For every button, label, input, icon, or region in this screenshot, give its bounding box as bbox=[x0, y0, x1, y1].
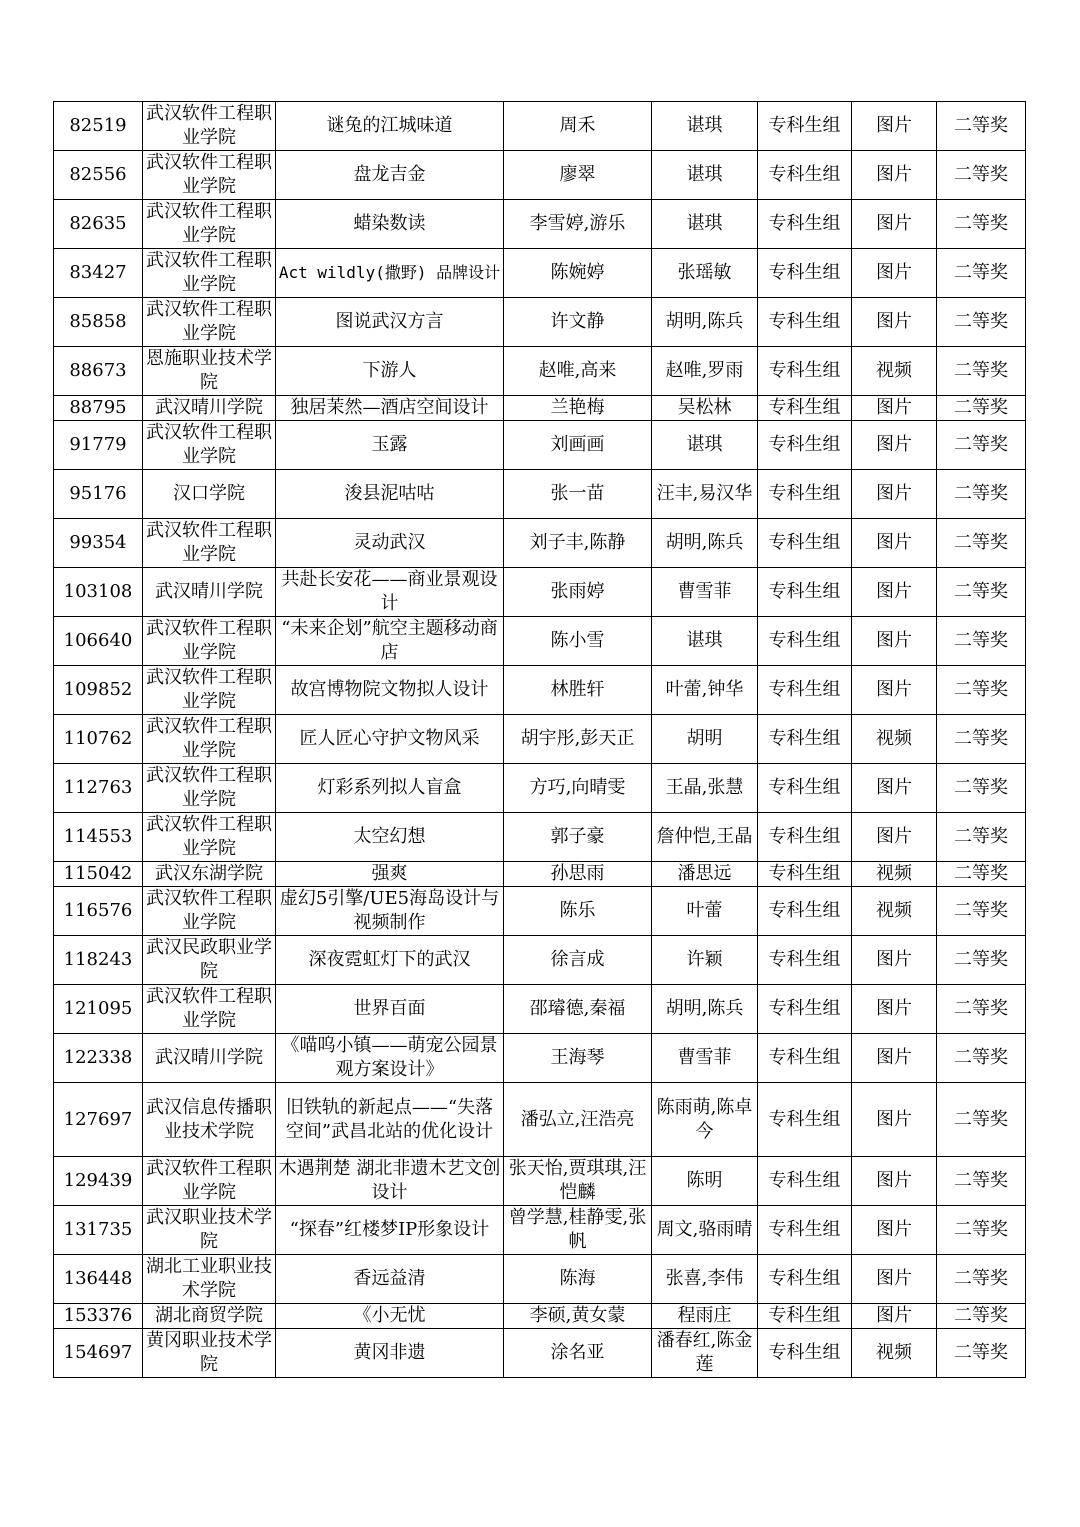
cell-title: 谜兔的江城味道 bbox=[276, 102, 504, 151]
cell-group: 专科生组 bbox=[758, 1083, 852, 1157]
cell-group: 专科生组 bbox=[758, 1206, 852, 1255]
cell-group: 专科生组 bbox=[758, 617, 852, 666]
cell-type: 图片 bbox=[852, 764, 937, 813]
cell-school: 武汉信息传播职业技术学院 bbox=[143, 1083, 276, 1157]
cell-title: 蜡染数读 bbox=[276, 200, 504, 249]
cell-award: 二等奖 bbox=[937, 1329, 1026, 1378]
cell-group: 专科生组 bbox=[758, 347, 852, 396]
cell-id: 154697 bbox=[54, 1329, 143, 1378]
cell-advisor: 胡明,陈兵 bbox=[652, 298, 758, 347]
cell-award: 二等奖 bbox=[937, 200, 1026, 249]
cell-group: 专科生组 bbox=[758, 200, 852, 249]
cell-type: 视频 bbox=[852, 887, 937, 936]
cell-school: 武汉软件工程职业学院 bbox=[143, 298, 276, 347]
cell-title: Act wildly(撒野) 品牌设计 bbox=[276, 249, 504, 298]
cell-id: 85858 bbox=[54, 298, 143, 347]
cell-award: 二等奖 bbox=[937, 102, 1026, 151]
cell-group: 专科生组 bbox=[758, 421, 852, 470]
table-row bbox=[54, 985, 1026, 1034]
table-row bbox=[54, 519, 1026, 568]
table-row bbox=[54, 1329, 1026, 1378]
cell-school: 恩施职业技术学院 bbox=[143, 347, 276, 396]
cell-id: 112763 bbox=[54, 764, 143, 813]
cell-advisor: 胡明,陈兵 bbox=[652, 985, 758, 1034]
cell-type: 图片 bbox=[852, 1083, 937, 1157]
cell-award: 二等奖 bbox=[937, 764, 1026, 813]
cell-award: 二等奖 bbox=[937, 1157, 1026, 1206]
cell-group: 专科生组 bbox=[758, 519, 852, 568]
cell-id: 95176 bbox=[54, 470, 143, 519]
cell-school: 武汉软件工程职业学院 bbox=[143, 666, 276, 715]
cell-award: 二等奖 bbox=[937, 887, 1026, 936]
cell-school: 武汉软件工程职业学院 bbox=[143, 813, 276, 862]
cell-authors: 徐言成 bbox=[504, 936, 652, 985]
cell-school: 武汉东湖学院 bbox=[143, 862, 276, 887]
cell-authors: 方巧,向晴雯 bbox=[504, 764, 652, 813]
cell-authors: 胡宇彤,彭天正 bbox=[504, 715, 652, 764]
cell-id: 109852 bbox=[54, 666, 143, 715]
table-row bbox=[54, 1083, 1026, 1157]
cell-award: 二等奖 bbox=[937, 396, 1026, 421]
cell-type: 图片 bbox=[852, 519, 937, 568]
cell-authors: 张天怡,贾琪琪,汪恺麟 bbox=[504, 1157, 652, 1206]
cell-group: 专科生组 bbox=[758, 666, 852, 715]
table-row bbox=[54, 617, 1026, 666]
cell-group: 专科生组 bbox=[758, 151, 852, 200]
cell-school: 武汉职业技术学院 bbox=[143, 1206, 276, 1255]
cell-award: 二等奖 bbox=[937, 862, 1026, 887]
cell-type: 图片 bbox=[852, 666, 937, 715]
cell-authors: 许文静 bbox=[504, 298, 652, 347]
cell-award: 二等奖 bbox=[937, 1083, 1026, 1157]
cell-id: 116576 bbox=[54, 887, 143, 936]
table-row bbox=[54, 1206, 1026, 1255]
cell-id: 82635 bbox=[54, 200, 143, 249]
cell-type: 图片 bbox=[852, 985, 937, 1034]
cell-authors: 张一苗 bbox=[504, 470, 652, 519]
cell-type: 视频 bbox=[852, 1329, 937, 1378]
cell-group: 专科生组 bbox=[758, 985, 852, 1034]
cell-advisor: 詹仲恺,王晶 bbox=[652, 813, 758, 862]
cell-school: 武汉民政职业学院 bbox=[143, 936, 276, 985]
cell-id: 110762 bbox=[54, 715, 143, 764]
cell-type: 图片 bbox=[852, 1255, 937, 1304]
cell-award: 二等奖 bbox=[937, 1304, 1026, 1329]
table-row bbox=[54, 1034, 1026, 1083]
cell-id: 131735 bbox=[54, 1206, 143, 1255]
cell-title: 浚县泥咕咕 bbox=[276, 470, 504, 519]
cell-advisor: 曹雪菲 bbox=[652, 568, 758, 617]
table-row bbox=[54, 813, 1026, 862]
cell-award: 二等奖 bbox=[937, 1206, 1026, 1255]
table-row bbox=[54, 200, 1026, 249]
cell-award: 二等奖 bbox=[937, 421, 1026, 470]
cell-award: 二等奖 bbox=[937, 936, 1026, 985]
cell-advisor: 谌琪 bbox=[652, 617, 758, 666]
table-row bbox=[54, 1255, 1026, 1304]
cell-award: 二等奖 bbox=[937, 568, 1026, 617]
cell-title: 《喵呜小镇——萌宠公园景观方案设计》 bbox=[276, 1034, 504, 1083]
cell-school: 武汉软件工程职业学院 bbox=[143, 715, 276, 764]
cell-school: 武汉软件工程职业学院 bbox=[143, 421, 276, 470]
cell-authors: 邵璿德,秦福 bbox=[504, 985, 652, 1034]
cell-title: 下游人 bbox=[276, 347, 504, 396]
cell-title: 世界百面 bbox=[276, 985, 504, 1034]
cell-title: 木遇荆楚 湖北非遗木艺文创设计 bbox=[276, 1157, 504, 1206]
table-row bbox=[54, 249, 1026, 298]
cell-authors: 涂名亚 bbox=[504, 1329, 652, 1378]
cell-advisor: 程雨庄 bbox=[652, 1304, 758, 1329]
cell-title: 黄冈非遗 bbox=[276, 1329, 504, 1378]
cell-type: 图片 bbox=[852, 102, 937, 151]
cell-id: 118243 bbox=[54, 936, 143, 985]
cell-id: 129439 bbox=[54, 1157, 143, 1206]
cell-advisor: 许颖 bbox=[652, 936, 758, 985]
cell-id: 115042 bbox=[54, 862, 143, 887]
cell-advisor: 汪丰,易汉华 bbox=[652, 470, 758, 519]
cell-type: 图片 bbox=[852, 249, 937, 298]
cell-school: 武汉晴川学院 bbox=[143, 568, 276, 617]
cell-school: 武汉晴川学院 bbox=[143, 396, 276, 421]
table-row bbox=[54, 764, 1026, 813]
cell-school: 武汉软件工程职业学院 bbox=[143, 985, 276, 1034]
cell-award: 二等奖 bbox=[937, 715, 1026, 764]
cell-award: 二等奖 bbox=[937, 519, 1026, 568]
cell-title: 匠人匠心守护文物风采 bbox=[276, 715, 504, 764]
cell-authors: 陈婉婷 bbox=[504, 249, 652, 298]
cell-group: 专科生组 bbox=[758, 298, 852, 347]
cell-type: 图片 bbox=[852, 396, 937, 421]
cell-type: 视频 bbox=[852, 862, 937, 887]
cell-school: 武汉软件工程职业学院 bbox=[143, 249, 276, 298]
cell-group: 专科生组 bbox=[758, 470, 852, 519]
cell-group: 专科生组 bbox=[758, 887, 852, 936]
cell-advisor: 吴松林 bbox=[652, 396, 758, 421]
cell-advisor: 王晶,张慧 bbox=[652, 764, 758, 813]
table-row bbox=[54, 1157, 1026, 1206]
cell-award: 二等奖 bbox=[937, 347, 1026, 396]
cell-id: 121095 bbox=[54, 985, 143, 1034]
cell-group: 专科生组 bbox=[758, 249, 852, 298]
cell-advisor: 叶蕾,钟华 bbox=[652, 666, 758, 715]
cell-group: 专科生组 bbox=[758, 1329, 852, 1378]
table-row bbox=[54, 936, 1026, 985]
cell-id: 83427 bbox=[54, 249, 143, 298]
cell-award: 二等奖 bbox=[937, 151, 1026, 200]
table-row bbox=[54, 396, 1026, 421]
cell-type: 图片 bbox=[852, 421, 937, 470]
cell-advisor: 谌琪 bbox=[652, 421, 758, 470]
cell-school: 湖北工业职业技术学院 bbox=[143, 1255, 276, 1304]
cell-authors: 曾学慧,桂静雯,张帆 bbox=[504, 1206, 652, 1255]
awards-table bbox=[53, 101, 1026, 1378]
cell-advisor: 潘思远 bbox=[652, 862, 758, 887]
cell-school: 汉口学院 bbox=[143, 470, 276, 519]
cell-group: 专科生组 bbox=[758, 813, 852, 862]
table-row bbox=[54, 151, 1026, 200]
table-body bbox=[54, 102, 1026, 1378]
cell-title: 共赴长安花——商业景观设计 bbox=[276, 568, 504, 617]
cell-advisor: 谌琪 bbox=[652, 200, 758, 249]
cell-group: 专科生组 bbox=[758, 568, 852, 617]
cell-authors: 陈乐 bbox=[504, 887, 652, 936]
cell-authors: 潘弘立,汪浩亮 bbox=[504, 1083, 652, 1157]
cell-title: 香远益清 bbox=[276, 1255, 504, 1304]
cell-authors: 廖翠 bbox=[504, 151, 652, 200]
cell-id: 127697 bbox=[54, 1083, 143, 1157]
cell-advisor: 叶蕾 bbox=[652, 887, 758, 936]
table-row bbox=[54, 715, 1026, 764]
cell-school: 武汉软件工程职业学院 bbox=[143, 200, 276, 249]
cell-award: 二等奖 bbox=[937, 470, 1026, 519]
cell-award: 二等奖 bbox=[937, 617, 1026, 666]
cell-group: 专科生组 bbox=[758, 1255, 852, 1304]
cell-title: “探春”红楼梦IP形象设计 bbox=[276, 1206, 504, 1255]
cell-authors: 陈海 bbox=[504, 1255, 652, 1304]
table-row bbox=[54, 887, 1026, 936]
cell-school: 武汉软件工程职业学院 bbox=[143, 102, 276, 151]
cell-id: 88673 bbox=[54, 347, 143, 396]
cell-authors: 周禾 bbox=[504, 102, 652, 151]
cell-title: 盘龙吉金 bbox=[276, 151, 504, 200]
table-row bbox=[54, 666, 1026, 715]
cell-title: 图说武汉方言 bbox=[276, 298, 504, 347]
cell-id: 114553 bbox=[54, 813, 143, 862]
cell-authors: 陈小雪 bbox=[504, 617, 652, 666]
cell-school: 武汉晴川学院 bbox=[143, 1034, 276, 1083]
cell-title: 《小无忧 bbox=[276, 1304, 504, 1329]
cell-authors: 张雨婷 bbox=[504, 568, 652, 617]
cell-type: 图片 bbox=[852, 298, 937, 347]
cell-type: 视频 bbox=[852, 715, 937, 764]
cell-type: 图片 bbox=[852, 1304, 937, 1329]
cell-title: 玉露 bbox=[276, 421, 504, 470]
cell-award: 二等奖 bbox=[937, 985, 1026, 1034]
cell-type: 视频 bbox=[852, 347, 937, 396]
cell-id: 153376 bbox=[54, 1304, 143, 1329]
cell-title: 深夜霓虹灯下的武汉 bbox=[276, 936, 504, 985]
table-row bbox=[54, 1304, 1026, 1329]
table-row bbox=[54, 862, 1026, 887]
cell-advisor: 张喜,李伟 bbox=[652, 1255, 758, 1304]
cell-authors: 兰艳梅 bbox=[504, 396, 652, 421]
table-row bbox=[54, 298, 1026, 347]
cell-title: 虚幻5引擎/UE5海岛设计与视频制作 bbox=[276, 887, 504, 936]
cell-title: 灯彩系列拟人盲盒 bbox=[276, 764, 504, 813]
cell-advisor: 陈明 bbox=[652, 1157, 758, 1206]
cell-group: 专科生组 bbox=[758, 862, 852, 887]
cell-id: 99354 bbox=[54, 519, 143, 568]
cell-award: 二等奖 bbox=[937, 298, 1026, 347]
cell-authors: 李硕,黄女蒙 bbox=[504, 1304, 652, 1329]
cell-school: 黄冈职业技术学院 bbox=[143, 1329, 276, 1378]
cell-group: 专科生组 bbox=[758, 1157, 852, 1206]
cell-school: 武汉软件工程职业学院 bbox=[143, 617, 276, 666]
cell-type: 图片 bbox=[852, 470, 937, 519]
cell-school: 武汉软件工程职业学院 bbox=[143, 887, 276, 936]
table-row bbox=[54, 568, 1026, 617]
cell-id: 88795 bbox=[54, 396, 143, 421]
cell-group: 专科生组 bbox=[758, 715, 852, 764]
cell-title: “未来企划”航空主题移动商店 bbox=[276, 617, 504, 666]
cell-title: 故宫博物院文物拟人设计 bbox=[276, 666, 504, 715]
table-row bbox=[54, 421, 1026, 470]
cell-award: 二等奖 bbox=[937, 249, 1026, 298]
cell-advisor: 谌琪 bbox=[652, 102, 758, 151]
cell-advisor: 谌琪 bbox=[652, 151, 758, 200]
cell-type: 图片 bbox=[852, 617, 937, 666]
cell-type: 图片 bbox=[852, 936, 937, 985]
cell-title: 灵动武汉 bbox=[276, 519, 504, 568]
cell-group: 专科生组 bbox=[758, 764, 852, 813]
cell-authors: 刘子丰,陈静 bbox=[504, 519, 652, 568]
cell-school: 武汉软件工程职业学院 bbox=[143, 151, 276, 200]
cell-type: 图片 bbox=[852, 568, 937, 617]
cell-advisor: 曹雪菲 bbox=[652, 1034, 758, 1083]
cell-school: 武汉软件工程职业学院 bbox=[143, 764, 276, 813]
cell-authors: 孙思雨 bbox=[504, 862, 652, 887]
cell-group: 专科生组 bbox=[758, 1304, 852, 1329]
cell-award: 二等奖 bbox=[937, 666, 1026, 715]
cell-id: 91779 bbox=[54, 421, 143, 470]
cell-title: 独居茉然—酒店空间设计 bbox=[276, 396, 504, 421]
cell-advisor: 赵唯,罗雨 bbox=[652, 347, 758, 396]
table-row bbox=[54, 102, 1026, 151]
cell-group: 专科生组 bbox=[758, 1034, 852, 1083]
cell-school: 武汉软件工程职业学院 bbox=[143, 1157, 276, 1206]
cell-title: 太空幻想 bbox=[276, 813, 504, 862]
cell-authors: 李雪婷,游乐 bbox=[504, 200, 652, 249]
cell-advisor: 胡明 bbox=[652, 715, 758, 764]
cell-award: 二等奖 bbox=[937, 813, 1026, 862]
cell-id: 106640 bbox=[54, 617, 143, 666]
cell-advisor: 陈雨萌,陈卓今 bbox=[652, 1083, 758, 1157]
cell-advisor: 潘春红,陈金莲 bbox=[652, 1329, 758, 1378]
cell-id: 82556 bbox=[54, 151, 143, 200]
table-row bbox=[54, 347, 1026, 396]
cell-school: 湖北商贸学院 bbox=[143, 1304, 276, 1329]
cell-group: 专科生组 bbox=[758, 396, 852, 421]
cell-authors: 刘画画 bbox=[504, 421, 652, 470]
cell-authors: 王海琴 bbox=[504, 1034, 652, 1083]
cell-award: 二等奖 bbox=[937, 1255, 1026, 1304]
cell-type: 图片 bbox=[852, 1034, 937, 1083]
cell-award: 二等奖 bbox=[937, 1034, 1026, 1083]
cell-school: 武汉软件工程职业学院 bbox=[143, 519, 276, 568]
cell-type: 图片 bbox=[852, 813, 937, 862]
cell-type: 图片 bbox=[852, 200, 937, 249]
cell-authors: 赵唯,高来 bbox=[504, 347, 652, 396]
cell-type: 图片 bbox=[852, 1157, 937, 1206]
cell-advisor: 周文,骆雨晴 bbox=[652, 1206, 758, 1255]
cell-group: 专科生组 bbox=[758, 102, 852, 151]
cell-id: 103108 bbox=[54, 568, 143, 617]
cell-id: 136448 bbox=[54, 1255, 143, 1304]
table-row bbox=[54, 470, 1026, 519]
cell-authors: 郭子豪 bbox=[504, 813, 652, 862]
cell-type: 图片 bbox=[852, 151, 937, 200]
cell-advisor: 胡明,陈兵 bbox=[652, 519, 758, 568]
cell-title: 强爽 bbox=[276, 862, 504, 887]
cell-authors: 林胜轩 bbox=[504, 666, 652, 715]
cell-title: 旧铁轨的新起点——“失落空间”武昌北站的优化设计 bbox=[276, 1083, 504, 1157]
cell-advisor: 张瑶敏 bbox=[652, 249, 758, 298]
cell-type: 图片 bbox=[852, 1206, 937, 1255]
cell-id: 122338 bbox=[54, 1034, 143, 1083]
cell-group: 专科生组 bbox=[758, 936, 852, 985]
cell-id: 82519 bbox=[54, 102, 143, 151]
